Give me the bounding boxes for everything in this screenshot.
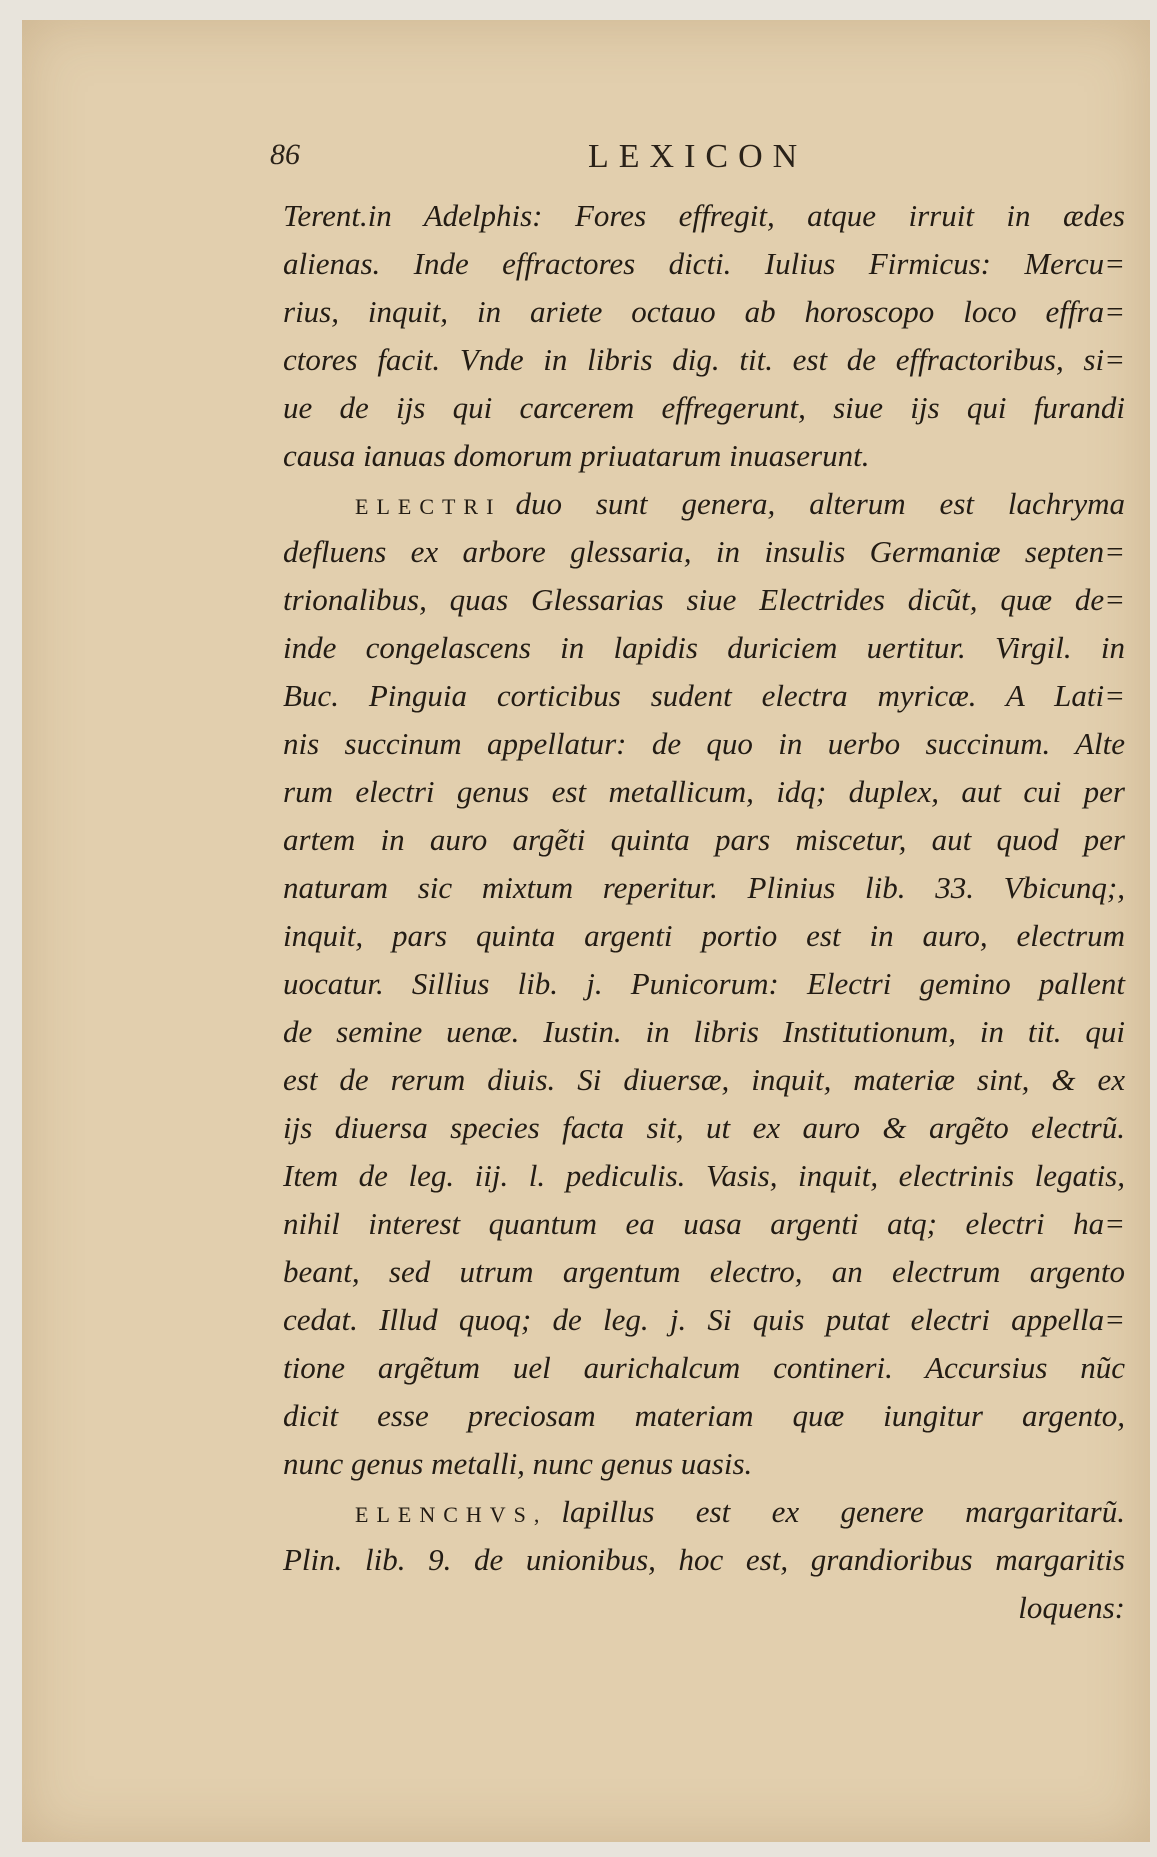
entry-text: lapillus est ex genere margaritarũ. — [561, 1494, 1125, 1529]
text-block — [283, 192, 1125, 1632]
running-title: LEXICON — [588, 138, 808, 175]
text-line: loquens: — [1018, 1590, 1125, 1625]
entry-line — [295, 1488, 1125, 1536]
text-line: alienas. Inde effractores dicti. Iulius Firmicus: Mercu= — [283, 246, 1125, 281]
text-line: Plin. lib. 9. de unionibus, hoc est, grandioribus margaritis — [283, 1542, 1125, 1577]
page-header — [250, 138, 1130, 178]
entry-text: duo sunt genera, alterum est lachryma — [515, 486, 1125, 521]
entry-lemma: ELENCHVS, — [355, 1502, 548, 1527]
text-line: beant, sed utrum argentum electro, an electrum argento — [283, 1254, 1125, 1289]
text-line: de semine uenæ. Iustin. in libris Institutionum, in tit. qui — [283, 1014, 1125, 1049]
text-line: rum electri genus est metallicum, idq; duplex, aut cui per — [283, 774, 1125, 809]
text-line: ue de ijs qui carcerem effregerunt, siue ijs qui furandi — [283, 390, 1125, 425]
text-line: trionalibus, quas Glessarias siue Electrides dicũt, quæ de= — [283, 582, 1125, 617]
text-line: nihil interest quantum ea uasa argenti atq; electri ha= — [283, 1206, 1125, 1241]
text-line: inde congelascens in lapidis duriciem uertitur. Virgil. in — [283, 630, 1125, 665]
text-line: ctores facit. Vnde in libris dig. tit. est de effractoribus, si= — [283, 342, 1125, 377]
text-line: nunc genus metalli, nunc genus uasis. — [283, 1446, 753, 1481]
text-line: ijs diuersa species facta sit, ut ex auro & argẽto electrũ. — [283, 1110, 1125, 1145]
text-line: Item de leg. iij. l. pediculis. Vasis, inquit, electrinis legatis, — [283, 1158, 1125, 1193]
text-line: defluens ex arbore glessaria, in insulis Germaniæ septen= — [283, 534, 1125, 569]
text-line: inquit, pars quinta argenti portio est in auro, electrum — [283, 918, 1125, 953]
text-line: uocatur. Sillius lib. j. Punicorum: Electri gemino pallent — [283, 966, 1125, 1001]
text-line: est de rerum diuis. Si diuersæ, inquit, materiæ sint, & ex — [283, 1062, 1125, 1097]
text-line: causa ianuas domorum priuatarum inuaserunt. — [283, 438, 870, 473]
text-line: dicit esse preciosam materiam quæ iungitur argento, — [283, 1398, 1125, 1433]
text-line: naturam sic mixtum reperitur. Plinius lib. 33. Vbicunq;, — [283, 870, 1125, 905]
folio-number: 86 — [270, 138, 300, 171]
entry-line — [295, 480, 1125, 528]
text-line: rius, inquit, in ariete octauo ab horoscopo loco effra= — [283, 294, 1125, 329]
text-line: artem in auro argẽti quinta pars miscetur, aut quod per — [283, 822, 1125, 857]
text-line: nis succinum appellatur: de quo in uerbo succinum. Alte — [283, 726, 1125, 761]
text-line: Terent.in Adelphis: Fores effregit, atque irruit in ædes — [283, 198, 1125, 233]
entry-lemma: ELECTRI — [355, 494, 502, 519]
text-line: cedat. Illud quoq; de leg. j. Si quis putat electri appella= — [283, 1302, 1125, 1337]
text-line: tione argẽtum uel aurichalcum contineri. Accursius nũc — [283, 1350, 1125, 1385]
text-line: Buc. Pinguia corticibus sudent electra myricæ. A Lati= — [283, 678, 1125, 713]
